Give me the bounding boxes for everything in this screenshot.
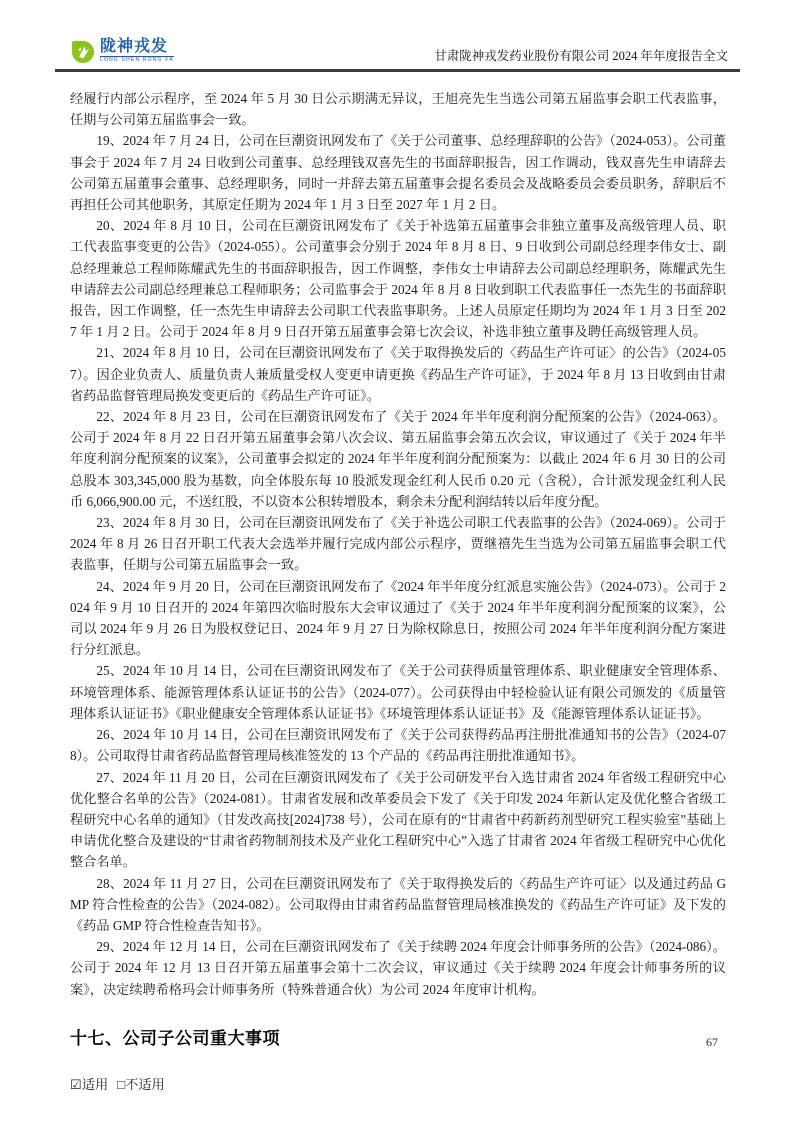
paragraph-26: 26、2024 年 10 月 14 日，公司在巨潮资讯网发布了《关于公司获得药品再注册批准通知书的公告》（2024-078）。公司取得甘肃省药品监督管理局核准签发的 13 个产品的《药品再注册批准通知书》。 [70,727,726,764]
logo-brand-cn: 陇神戎发 [100,38,169,55]
longshen-leaf-icon [71,40,95,64]
logo-brand-en: LONG SHEN RONG FA [100,57,174,63]
company-logo [71,39,174,64]
paragraph-24: 24、2024 年 9 月 20 日，公司在巨潮资讯网发布了《2024 年半年度分红派息实施公告》（2024-073）。公司于 2024 年 9 月 10 日召开的 2024 年第四次临时股东大会审议通过了《关于 2024 年半年度利润分配预案的议案》，公司以 2024 年 9 月 26 日为股权登记日、2024 年 9 月 27 日为除权除息日，按照公司 2024 年半年度利润分配方案进行分红派息。 [70,578,726,658]
page-number: 67 [706,1035,718,1049]
section-heading-subsidiaries: 十七、公司子公司重大事项 [70,1028,280,1048]
applicability-row [70,1074,726,1093]
paragraph-20: 20、2024 年 8 月 10 日，公司在巨潮资讯网发布了《关于补选第五届董事会非独立董事及高级管理人员、职工代表监事变更的公告》（2024-055）。公司董事会分别于 2024 年 8 月 8 日、9 日收到公司副总经理李伟女士、副总经理兼总工程师陈耀武先生的书面辞职报告，因工作调整，李伟女士申请辞去公司副总经理职务，陈耀武先生申请辞去公司副总经理兼总工程师职务；公司监事会于 2024 年 8 月 8 日收到职工代表监事任一杰先生的书面辞职报告，因工作调整，任一杰先生申请辞去公司职工代表监事职务。上述人员原定任期均为 2024 年 1 月 3 日至 2027 年 1 月 2 日。公司于 2024 年 8 月 9 日召开第五届董事会第七次会议，补选非独立董事及聘任高级管理人员。 [70,218,726,340]
paragraph-continuation: 经履行内部公示程序，至 2024 年 5 月 30 日公示期满无异议，王旭亮先生当选公司第五届监事会职工代表监事，任期与公司第五届监事会一致。 [70,91,726,128]
paragraph-19: 19、2024 年 7 月 24 日，公司在巨潮资讯网发布了《关于公司董事、总经理辞职的公告》（2024-053）。公司董事会于 2024 年 7 月 24 日收到公司董事、总经理钱双喜先生的书面辞职报告，因工作调动，钱双喜先生申请辞去公司第五届董事会董事、总经理职务，同时一并辞去第五届董事会提名委员会及战略委员会委员职务，辞职后不再担任公司其他职务，其原定任期为 2024 年 1 月 3 日至 2027 年 1 月 2 日。 [70,133,726,213]
paragraph-22: 22、2024 年 8 月 23 日，公司在巨潮资讯网发布了《关于 2024 年半年度利润分配预案的公告》（2024-063）。公司于 2024 年 8 月 22 日召开第五届董事会第八次会议、第五届监事会第五次会议，审议通过了《关于 2024 年半年度利润分配预案的议案》，公司董事会拟定的 2024 年半年度利润分配预案为：以截止 2024 年 6 月 30 日的公司总股本 303,345,000 股为基数，向全体股东每 10 股派发现金红利人民币 0.20 元（含税），合计派发现金红利人民币 6,066,900.00 元，不送红股，不以资本公积转增股本，剩余未分配利润结转以后年度分配。 [70,409,726,509]
paragraph-21: 21、2024 年 8 月 10 日，公司在巨潮资讯网发布了《关于取得换发后的〈药品生产许可证〉的公告》（2024-057）。因企业负责人、质量负责人兼质量受权人变更申请更换《药品生产许可证》，于 2024 年 8 月 13 日收到由甘肃省药品监督管理局换发变更后的《药品生产许可证》。 [70,345,726,403]
paragraph-28: 28、2024 年 11 月 27 日，公司在巨潮资讯网发布了《关于取得换发后的〈药品生产许可证〉以及通过药品 GMP 符合性检查的公告》（2024-082）。公司取得由甘肃省药品监督管理局核准换发的《药品生产许可证》及下发的《药品 GMP 符合性检查告知书》。 [70,875,726,933]
paragraph-23: 23、2024 年 8 月 30 日，公司在巨潮资讯网发布了《关于补选公司职工代表监事的公告》（2024-069）。公司于 2024 年 8 月 26 日召开职工代表大会选举并履行完成内部公示程序，贾继禧先生当选为公司第五届监事会职工代表监事，任期与公司第五届监事会一致。 [70,515,726,573]
page-header [55,0,740,72]
document-body [70,88,726,1093]
paragraph-27: 27、2024 年 11 月 20 日，公司在巨潮资讯网发布了《关于公司研发平台入选甘肃省 2024 年省级工程研究中心优化整合名单的公告》（2024-081）。甘肃省发展和改革委员会下发了《关于印发 2024 年新认定及优化整合省级工程研究中心名单的通知》（甘发改高技[2024]738 号），公司在原有的“甘肃省中药新药剂型研究工程实验室”基础上申请优化整合及建设的“甘肃省药物制剂技术及产业化工程研究中心”入选了甘肃省 2024 年省级工程研究中心优化整合名单。 [70,769,726,870]
paragraph-29: 29、2024 年 12 月 14 日，公司在巨潮资讯网发布了《关于续聘 2024 年度会计师事务所的公告》（2024-086）。公司于 2024 年 12 月 13 日召开第五届董事会第十二次会议，审议通过《关于续聘 2024 年度会计师事务所的议案》，决定续聘希格玛会计师事务所（特殊普通合伙）为公司 2024 年度审计机构。 [70,939,726,997]
not-applicable-checkbox: □不适用 [117,1076,165,1092]
report-header-title: 甘肃陇神戎发药业股份有限公司 2024 年年度报告全文 [434,49,728,63]
paragraph-25: 25、2024 年 10 月 14 日，公司在巨潮资讯网发布了《关于公司获得质量管理体系、职业健康安全管理体系、环境管理体系、能源管理体系认证证书的公告》（2024-077）。公司获得由中轻检验认证有限公司颁发的《质量管理体系认证证书》《职业健康安全管理体系认证证书》《环境管理体系认证证书》及《能源管理体系认证证书》。 [70,663,726,721]
applicable-checkbox: ☑适用 [70,1076,109,1092]
logo-text [100,39,174,64]
